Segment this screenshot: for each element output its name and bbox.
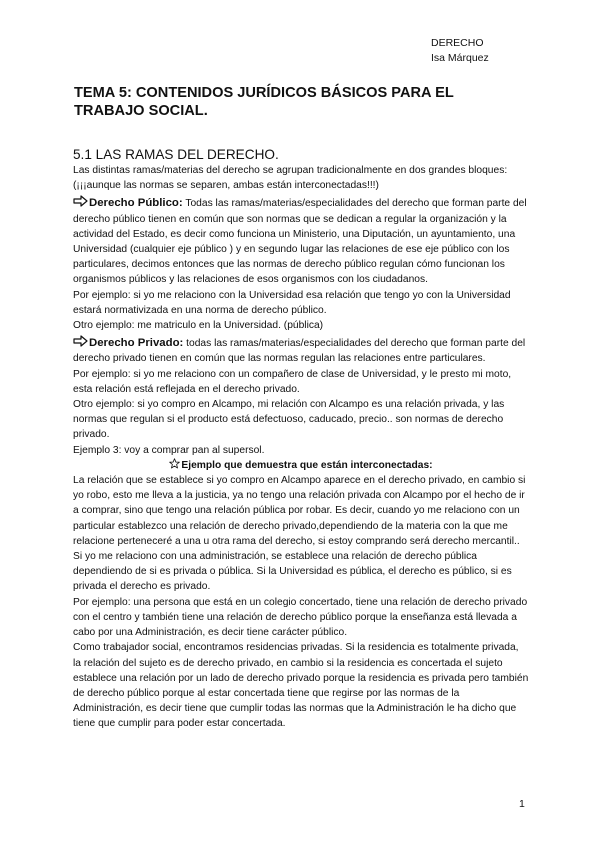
publico-example-2: Otro ejemplo: me matriculo en la Universidad. (pública) bbox=[73, 320, 324, 332]
section-intro: Las distintas ramas/materias del derecho se agrupan tradicionalmente en dos grandes bloques: (¡¡¡aunque las normas se separen, ambas están interconectadas!!!) bbox=[73, 165, 508, 192]
header-subject: DERECHO bbox=[431, 37, 484, 49]
document-title: TEMA 5: CONTENIDOS JURÍDICOS BÁSICOS PARA EL TRABAJO SOCIAL. bbox=[74, 85, 454, 119]
publico-text: Todas las ramas/materias/especialidades del derecho que forman parte del derecho público tienen en común que son normas que se dedican a regular la organización y la actividad del Estado, es decir como funciona un Ministerio, una Diputación, un ayuntamiento, una Universidad (cualquier eje público ) y en segundo lugar las relaciones de ese eje público con los particulares, decimos entonces que las normas de derecho público regulan cómo funcionan los organismos públicos y las relaciones de esos organismos con los ciudadanos. bbox=[73, 198, 527, 286]
privado-paragraph bbox=[73, 335, 529, 366]
star-icon bbox=[169, 458, 180, 469]
publico-example-1: Por ejemplo: si yo me relaciono con la Universidad esa relación que tengo yo con la Universidad estará normativizada en una norma de derecho público. bbox=[73, 289, 511, 316]
privado-text: todas las ramas/materias/especialidades del derecho que forman parte del derecho privado tienen en común que las normas regulan las relaciones entre particulares. bbox=[73, 338, 526, 365]
privado-term: Derecho Privado: bbox=[89, 337, 184, 350]
page-number: 1 bbox=[519, 798, 525, 810]
header-author: Isa Márquez bbox=[431, 52, 489, 64]
privado-example-2: Otro ejemplo: si yo compro en Alcampo, mi relación con Alcampo es una relación privada, y las normas que regulan si el producto está defectuoso, caducado, precio.. son normas de derecho privado. bbox=[73, 399, 505, 441]
arrow-right-icon bbox=[73, 335, 88, 347]
interconnection-heading: Ejemplo que demuestra que están interconectadas: bbox=[181, 459, 433, 471]
interconnection-paragraph-3: Como trabajador social, encontramos residencias privadas. Si la residencia es totalmente privada, la relación del sujeto es de derecho privado, en cambio si la residencia es concertada el sujeto establece una relación por un lado de derecho privado porque la residencia es privada pero también de derecho público porque al estar concertada tiene que regirse por las normas de la Administración, es decir tiene que cumplir todas las normas que la Administración le ha dicho que tiene que cumplir para poder estar concertada. bbox=[73, 642, 529, 730]
document-body bbox=[73, 146, 529, 732]
privado-example-3: Ejemplo 3: voy a comprar pan al supersol. bbox=[73, 444, 265, 456]
page-header bbox=[431, 36, 489, 66]
privado-example-1: Por ejemplo: si yo me relaciono con un compañero de clase de Universidad, y le presto mi moto, esta relación está reflejada en el derecho privado. bbox=[73, 368, 512, 395]
publico-paragraph bbox=[73, 195, 529, 287]
interconnection-paragraph-2: Por ejemplo: una persona que está en un colegio concertado, tiene una relación de derecho privado con el centro y también tiene una relación de derecho público porque la enseñanza está llevada a cabo por una Administración, es decir tiene carácter público. bbox=[73, 596, 528, 639]
interconnection-paragraph-1: La relación que se establece si yo compro en Alcampo aparece en el derecho privado, en cambio si yo robo, esto me lleva a la justicia, ya no tengo una relación privada con Alcampo por el hecho de ir a comprar, sino que tengo una relación pública por robar. Es decir, cuando yo me relaciono con un particular establezco una relación de derecho privado,dependiendo de la materia con la que me relacione perteneceré a una u otra rama del derecho, si estoy comprando será derecho mercantil.. Si yo me relaciono con una administración, se establece una relación de derecho pública dependiendo de si es privada o pública. Si la Universidad es pública, el derecho es público, si es privada el derecho es privado. bbox=[73, 475, 526, 593]
arrow-right-icon bbox=[73, 195, 88, 207]
section-heading: 5.1 LAS RAMAS DEL DERECHO. bbox=[73, 147, 279, 162]
interconnection-heading-row bbox=[73, 458, 529, 473]
publico-term: Derecho Público: bbox=[89, 197, 183, 210]
